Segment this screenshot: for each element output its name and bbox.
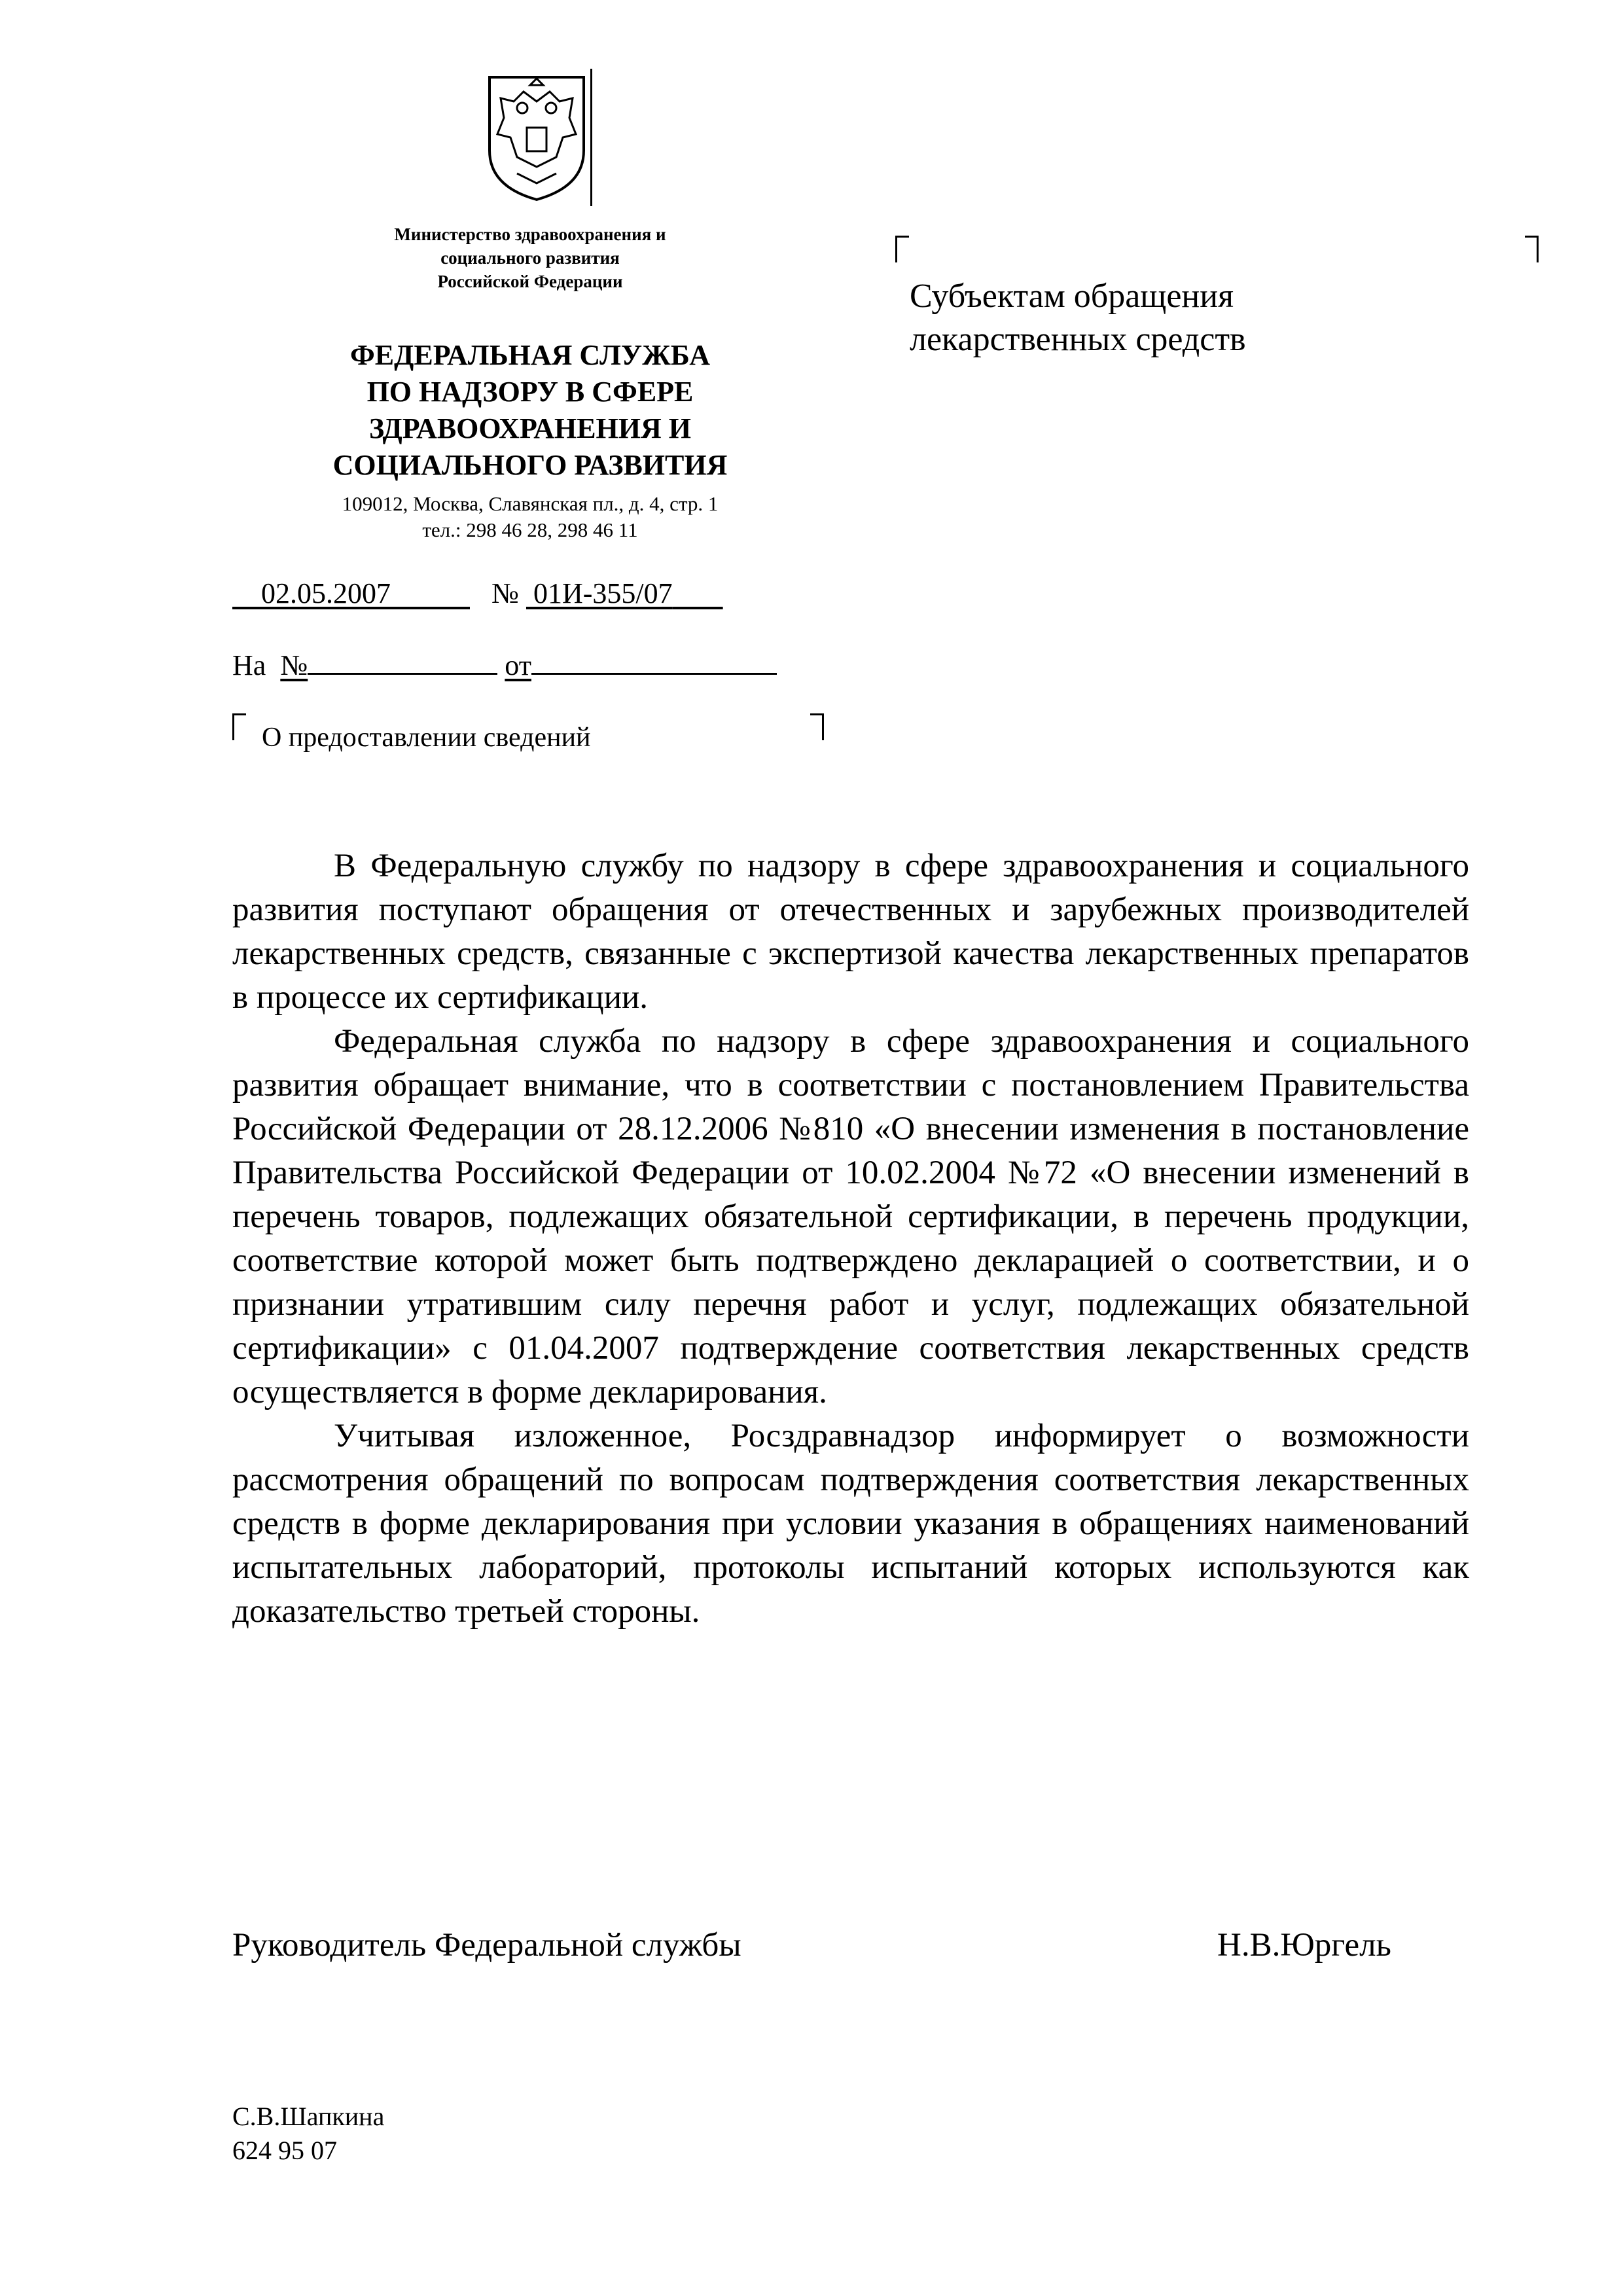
registration-number-label: №: [491, 577, 519, 609]
ministry-line: социального развития: [440, 248, 620, 268]
executor-phone: 624 95 07: [232, 2136, 337, 2165]
ministry-line: Министерство здравоохранения и: [394, 224, 666, 244]
registration-number-field: [526, 577, 723, 609]
russian-coat-of-arms-icon: [484, 72, 589, 203]
reply-number-blank: [308, 648, 497, 675]
executor-info: [232, 2100, 384, 2168]
registration-number: 01И-355/07: [533, 577, 673, 609]
reply-reference-line: [232, 648, 777, 683]
phone-line: тел.: 298 46 28, 298 46 11: [422, 518, 638, 541]
ministry-line: Российской Федерации: [437, 272, 623, 291]
signatory-name: Н.В.Юргель: [1217, 1927, 1391, 1964]
subject-corner-left: [232, 713, 246, 740]
service-address: [288, 491, 772, 543]
registration-line: [232, 576, 723, 611]
reply-from-label: от: [505, 649, 531, 681]
registration-date: 02.05.2007: [261, 577, 391, 609]
recipient-corner-right: [1525, 236, 1539, 262]
body-paragraph: Учитывая изложенное, Росздравнадзор информирует о возможности рассмотрения обращений по вопросам подтверждения соответствия лекарственных средств в форме декларирования при условии указания в обращениях наименований испытательных лабораторий, протоколы испытаний которых используются как доказательство третьей стороны.: [232, 1418, 1469, 1630]
service-name: [288, 337, 772, 484]
recipient: [910, 275, 1368, 361]
executor-name: С.В.Шапкина: [232, 2102, 385, 2131]
recipient-line: Субъектам обращения: [910, 278, 1234, 315]
letter-body: [232, 844, 1469, 1634]
registration-date-field: [232, 577, 470, 609]
reply-date-blank: [531, 648, 777, 675]
subject-corner-right: [810, 713, 824, 740]
emblem-rule: [590, 69, 592, 206]
ministry-name: [314, 223, 746, 293]
body-paragraph: В Федеральную службу по надзору в сфере здравоохранения и социального развития поступают обращения от отечественных и зарубежных производителей лекарственных средств, связанные с экспертизой качества лекарственных препаратов в процессе их сертификации.: [232, 848, 1469, 1016]
body-paragraph: Федеральная служба по надзору в сфере здравоохранения и социального развития обращает внимание, что в соответствии с постановлением Правительства Российской Федерации от 28.12.2006 №810 «О внесении изменения в постановление Правительства Российской Федерации от 10.02.2004 №72 «О внесении изменений в перечень товаров, подлежащих обязательной сертификации, в перечень продукции, соответствие которой может быть подтверждено декларацией о соответствии, и о признании утратившим силу перечня работ и услуг, подлежащих обязательной сертификации» с 01.04.2007 подтверждение соответствия лекарственных средств осуществляется в форме декларирования.: [232, 1023, 1469, 1410]
service-line: ФЕДЕРАЛЬНАЯ СЛУЖБА: [350, 339, 710, 371]
subject-line: О предоставлении сведений: [262, 723, 591, 753]
reply-number-label: №: [280, 649, 308, 681]
reply-prefix: На: [232, 649, 266, 681]
recipient-line: лекарственных средств: [910, 321, 1246, 358]
address-line: 109012, Москва, Славянская пл., д. 4, стр. 1: [342, 492, 719, 515]
service-line: СОЦИАЛЬНОГО РАЗВИТИЯ: [332, 449, 728, 481]
recipient-corner-left: [895, 236, 909, 262]
service-line: ПО НАДЗОРУ В СФЕРЕ: [366, 376, 694, 408]
service-line: ЗДРАВООХРАНЕНИЯ И: [368, 412, 691, 444]
signatory-position: Руководитель Федеральной службы: [232, 1927, 741, 1964]
